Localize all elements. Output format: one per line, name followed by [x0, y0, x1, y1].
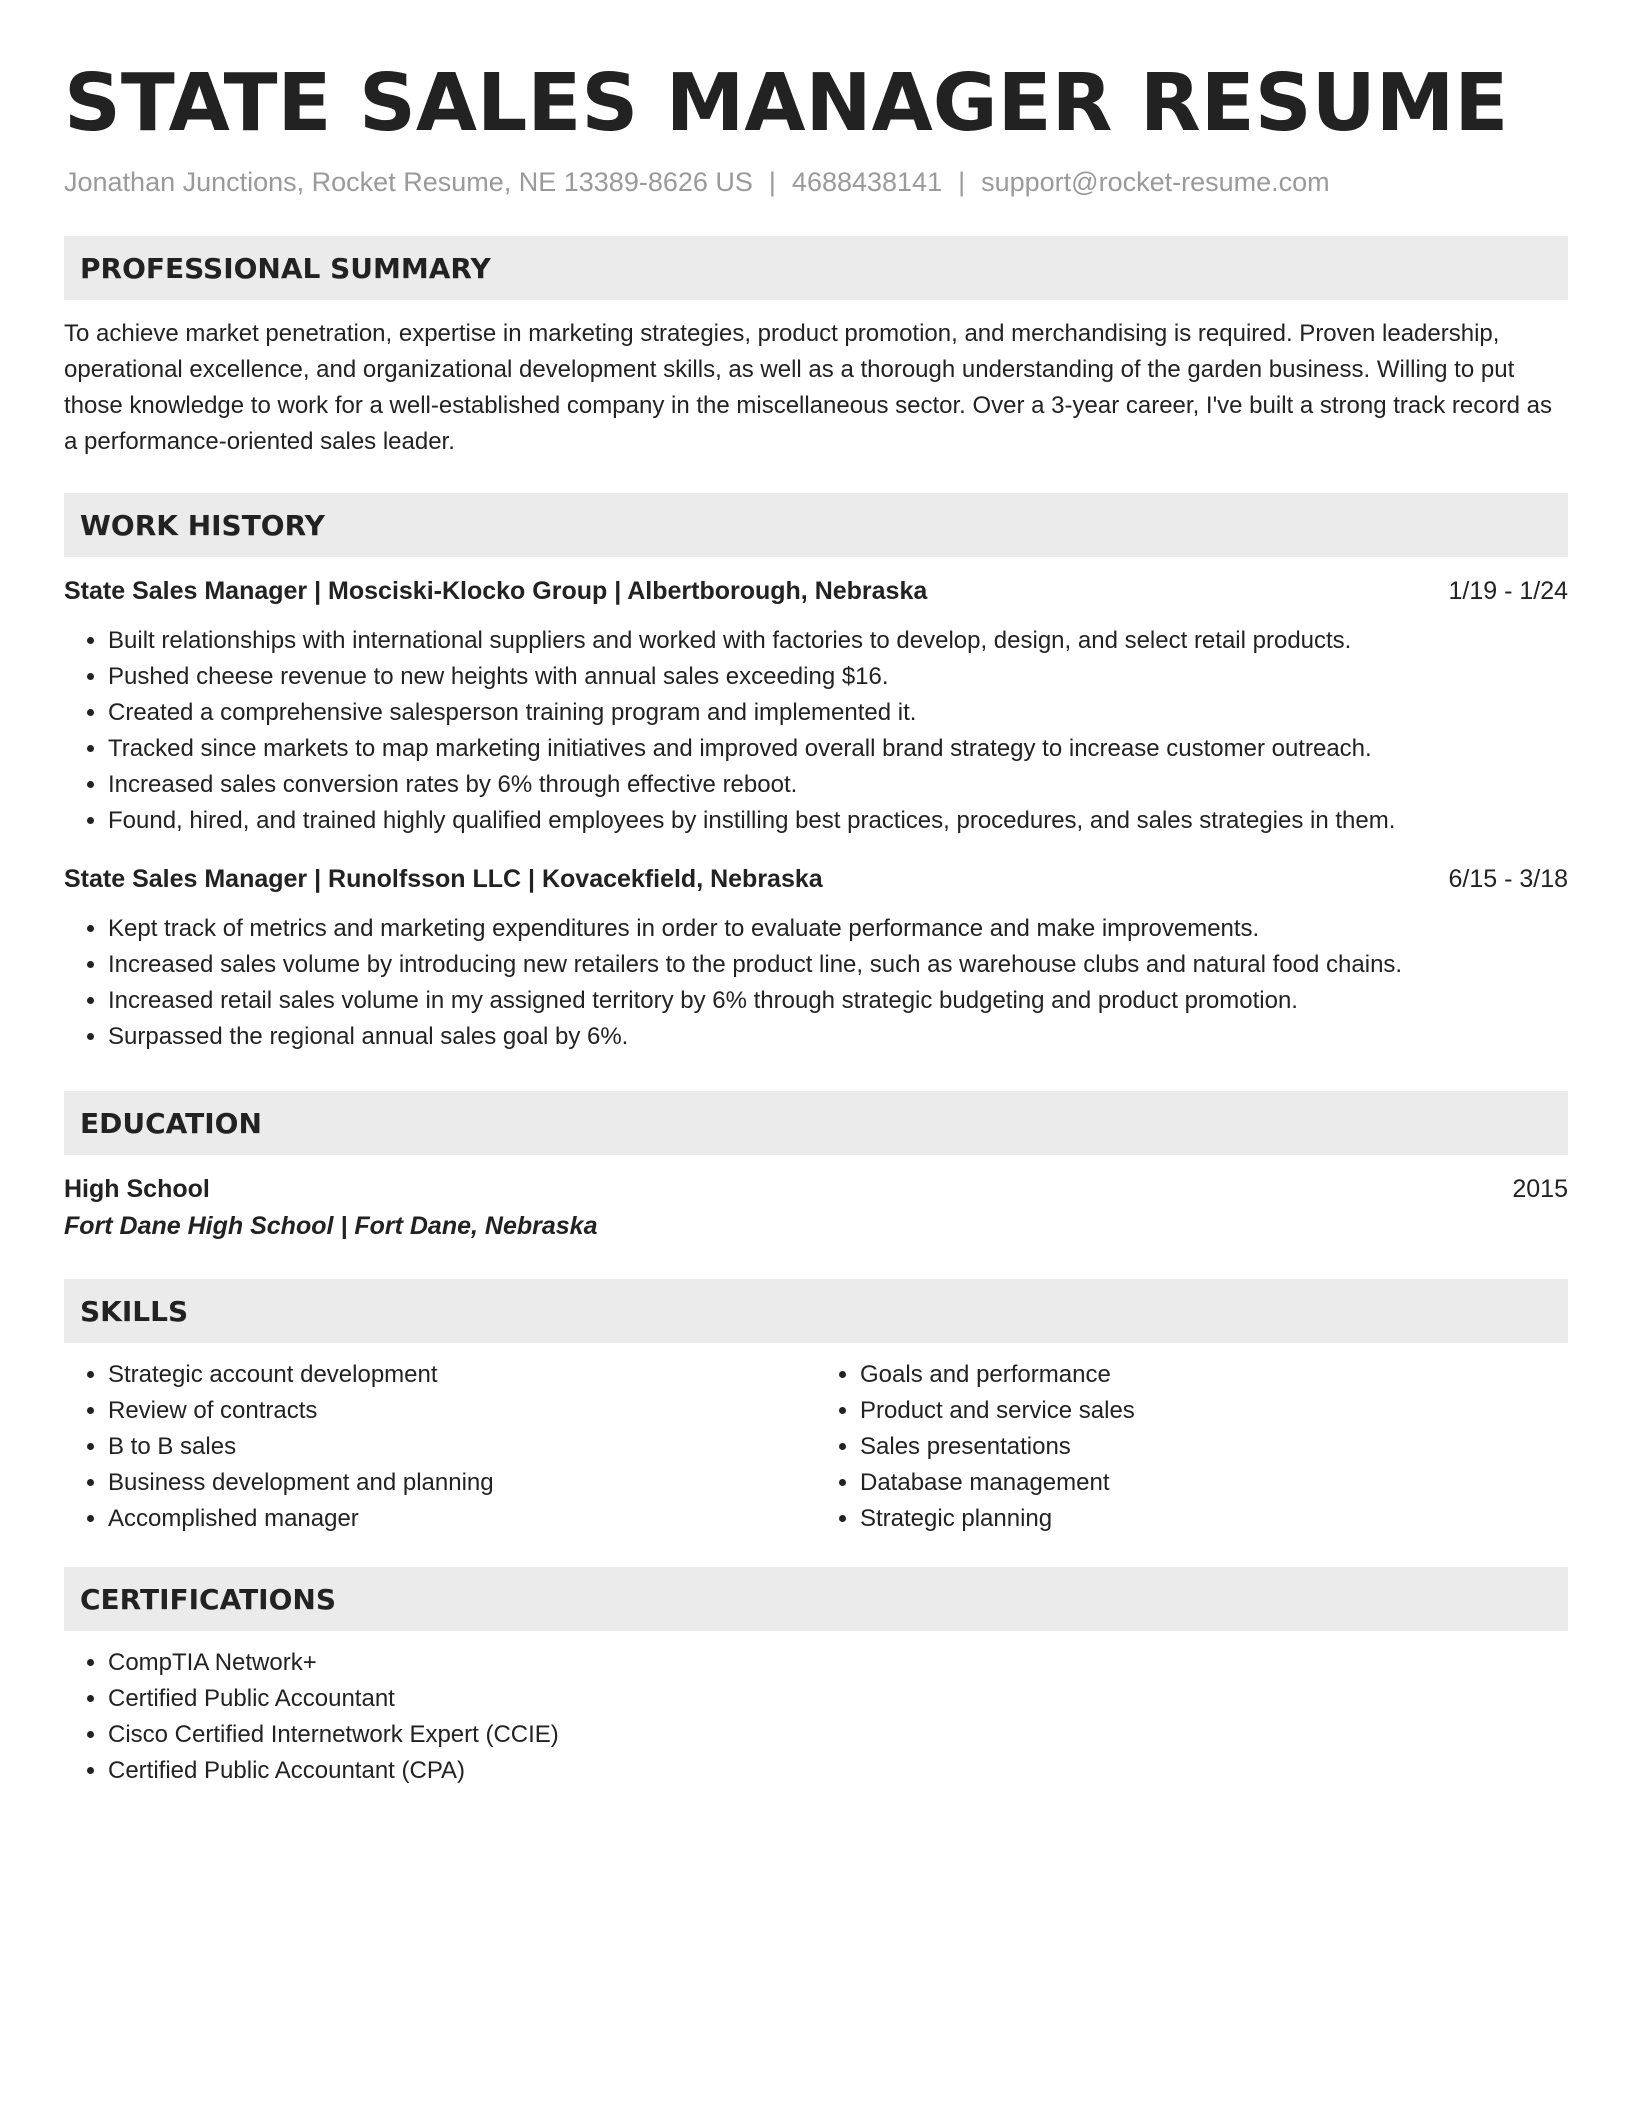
education-header	[64, 1171, 1568, 1207]
section-header-work-history: WORK HISTORY	[64, 493, 1568, 557]
education-degree: High School	[64, 1175, 210, 1203]
contact-line	[64, 164, 1568, 200]
job-entry	[64, 573, 1568, 839]
summary-text: To achieve market penetration, expertise in marketing strategies, product promotion, and merchandising is required. Proven leadership, operational excellence, and organizational development skills, as well as a thorough understanding of the garden business. Willing to put those knowledge to work for a well-established company in the miscellaneous sector. Over a 3-year career, I've built a strong track record as a performance-oriented sales leader.	[64, 320, 1552, 455]
contact-email: support@rocket-resume.com	[981, 167, 1330, 197]
list-item: • Cisco Certified Internetwork Expert (CCIE)	[108, 1717, 1568, 1753]
list-item: • Certified Public Accountant (CPA)	[108, 1753, 1568, 1789]
section-header-certifications: CERTIFICATIONS	[64, 1567, 1568, 1631]
contact-address: Jonathan Junctions, Rocket Resume, NE 13389-8626 US	[64, 167, 753, 197]
contact-separator: |	[768, 167, 776, 197]
education-school: Fort Dane High School | Fort Dane, Nebraska	[64, 1212, 598, 1240]
contact-separator: |	[958, 167, 966, 197]
job-title: State Sales Manager | Runolfsson LLC | Kovacekfield, Nebraska	[64, 865, 823, 893]
list-item: • Strategic planning	[860, 1501, 1568, 1537]
list-item: • Kept track of metrics and marketing expenditures in order to evaluate performance and make improvements.	[108, 911, 1568, 947]
list-item: • Found, hired, and trained highly qualified employees by instilling best practices, procedures, and sales strategies in them.	[108, 803, 1568, 839]
list-item: • Increased sales conversion rates by 6% through effective reboot.	[108, 767, 1568, 803]
job-dates: 1/19 - 1/24	[1448, 577, 1568, 605]
job-header	[64, 861, 1568, 897]
list-item: • Review of contracts	[108, 1393, 816, 1429]
education-entry	[64, 1171, 1568, 1245]
job-title: State Sales Manager | Mosciski-Klocko Group | Albertborough, Nebraska	[64, 577, 928, 605]
list-item: • B to B sales	[108, 1429, 816, 1465]
list-item: • Certified Public Accountant	[108, 1681, 1568, 1717]
list-item: • Accomplished manager	[108, 1501, 816, 1537]
skills-list-right	[816, 1357, 1568, 1537]
list-item: • Product and service sales	[860, 1393, 1568, 1429]
job-entry	[64, 861, 1568, 1055]
list-item: • Goals and performance	[860, 1357, 1568, 1393]
certifications-list	[64, 1645, 1568, 1789]
skills-list-left	[64, 1357, 816, 1537]
list-item: • CompTIA Network+	[108, 1645, 1568, 1681]
job-dates: 6/15 - 3/18	[1448, 865, 1568, 893]
list-item: • Sales presentations	[860, 1429, 1568, 1465]
section-header-summary: PROFESSIONAL SUMMARY	[64, 236, 1568, 300]
list-item: • Pushed cheese revenue to new heights with annual sales exceeding $16.	[108, 659, 1568, 695]
section-header-skills: SKILLS	[64, 1279, 1568, 1343]
list-item: • Strategic account development	[108, 1357, 816, 1393]
list-item: • Increased retail sales volume in my assigned territory by 6% through strategic budgeting and product promotion.	[108, 983, 1568, 1019]
job-header	[64, 573, 1568, 609]
job-bullet-list	[64, 623, 1568, 839]
section-header-education: EDUCATION	[64, 1091, 1568, 1155]
skills-columns	[64, 1343, 1568, 1537]
education-year: 2015	[1512, 1175, 1568, 1203]
list-item: • Built relationships with international suppliers and worked with factories to develop, design, and select retail products.	[108, 623, 1568, 659]
list-item: • Increased sales volume by introducing new retailers to the product line, such as warehouse clubs and natural food chains.	[108, 947, 1568, 983]
job-bullet-list	[64, 911, 1568, 1055]
list-item: • Created a comprehensive salesperson training program and implemented it.	[108, 695, 1568, 731]
contact-phone: 4688438141	[791, 167, 943, 197]
list-item: • Business development and planning	[108, 1465, 816, 1501]
list-item: • Tracked since markets to map marketing initiatives and improved overall brand strategy to increase customer outreach.	[108, 731, 1568, 767]
list-item: • Surpassed the regional annual sales goal by 6%.	[108, 1019, 1568, 1055]
list-item: • Database management	[860, 1465, 1568, 1501]
resume-title: STATE SALES MANAGER RESUME	[64, 57, 1509, 149]
